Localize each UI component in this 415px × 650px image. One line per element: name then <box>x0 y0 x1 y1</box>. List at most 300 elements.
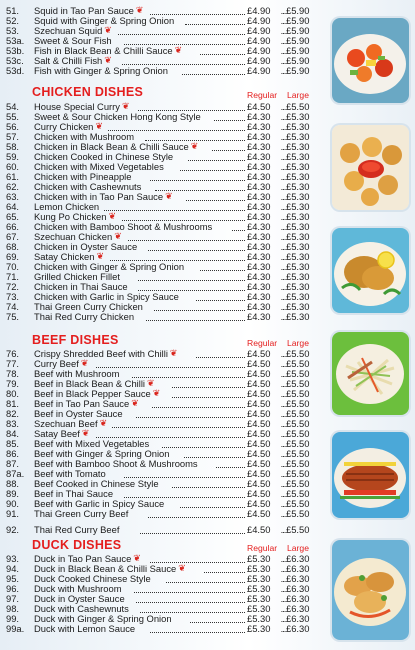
duck-dish-photo-icon <box>332 540 409 640</box>
price-regular: £4.30 <box>247 131 271 142</box>
item-number: 90. <box>6 498 20 509</box>
item-number: 71. <box>6 271 20 282</box>
item-number: 56. <box>6 121 20 132</box>
chilli-pepper-icon: ❦ <box>114 231 122 241</box>
item-number: 79. <box>6 378 20 389</box>
chilli-pepper-icon: ❦ <box>96 251 104 261</box>
chilli-pepper-icon: ❦ <box>95 121 103 131</box>
dot-leader <box>232 221 245 231</box>
price-regular: £4.50 <box>247 428 271 439</box>
price-regular: £4.90 <box>247 25 271 36</box>
price-separator: ... <box>280 15 286 26</box>
dot-leader <box>150 623 245 633</box>
price-large: £5.30 <box>286 111 310 122</box>
item-number: 59. <box>6 151 20 162</box>
price-separator: ... <box>280 121 286 132</box>
item-number: 72. <box>6 281 20 292</box>
dot-leader <box>196 348 245 358</box>
item-name: Beef Cooked in Chinese Style <box>34 478 159 489</box>
dot-leader <box>150 553 245 563</box>
item-name: Satay Chicken <box>34 251 95 262</box>
price-separator: ... <box>280 524 286 535</box>
price-separator: ... <box>280 211 286 222</box>
item-number: 55. <box>6 111 20 122</box>
item-name: Kung Po Chicken <box>34 211 107 222</box>
price-regular: £4.30 <box>247 261 271 272</box>
menu-item <box>0 623 322 634</box>
dot-leader <box>148 241 245 251</box>
price-large: £6.30 <box>286 593 310 604</box>
item-name: Chicken with Ginger & Spring Onion <box>34 261 185 272</box>
price-large: £5.30 <box>286 121 310 132</box>
dot-leader <box>180 498 245 508</box>
price-separator: ... <box>280 553 286 564</box>
price-separator: ... <box>280 388 286 399</box>
column-header-large: Large <box>287 90 309 100</box>
item-number: 57. <box>6 131 20 142</box>
item-name: Chicken Cooked in Chinese Style <box>34 151 174 162</box>
item-number: 58. <box>6 141 20 152</box>
item-number: 73. <box>6 291 20 302</box>
chilli-pepper-icon: ❦ <box>147 378 155 388</box>
price-large: £5.30 <box>286 151 310 162</box>
price-separator: ... <box>280 261 286 272</box>
price-large: £5.30 <box>286 141 310 152</box>
price-regular: £4.30 <box>247 181 271 192</box>
dot-leader <box>136 408 245 418</box>
dot-leader <box>136 593 245 603</box>
price-separator: ... <box>280 478 286 489</box>
price-separator: ... <box>280 311 286 322</box>
dot-leader <box>104 201 245 211</box>
price-regular: £4.30 <box>247 111 271 122</box>
price-regular: £4.30 <box>247 171 271 182</box>
sweet-sour-chicken-photo-icon <box>332 125 409 210</box>
price-large: £5.50 <box>286 428 310 439</box>
column-header-regular: Regular <box>247 90 278 100</box>
price-large: £5.50 <box>286 368 310 379</box>
chilli-pepper-icon: ❦ <box>121 101 130 111</box>
section-heading-duck: DUCK DISHES <box>32 538 122 552</box>
dot-leader <box>138 281 245 291</box>
item-number: 85. <box>6 438 20 449</box>
price-separator: ... <box>280 438 286 449</box>
price-large: £5.50 <box>286 478 310 489</box>
item-number: 63. <box>6 191 20 202</box>
chilli-pepper-icon: ❦ <box>80 358 89 368</box>
price-separator: ... <box>280 448 286 459</box>
price-separator: ... <box>280 191 286 202</box>
chilli-pepper-icon: ❦ <box>104 25 112 35</box>
item-name: Thai Green Curry Chicken <box>34 301 143 312</box>
menu-item <box>0 524 322 535</box>
item-number: 88. <box>6 478 20 489</box>
price-separator: ... <box>280 45 286 56</box>
price-separator: ... <box>280 291 286 302</box>
item-name: Duck in Tao Pan Sauce <box>34 553 132 564</box>
item-number: 70. <box>6 261 20 272</box>
chilli-pepper-icon: ❦ <box>81 428 90 438</box>
price-separator: ... <box>280 498 286 509</box>
chilli-pepper-icon: ❦ <box>165 191 173 201</box>
price-regular: £4.30 <box>247 231 271 242</box>
price-large: £5.50 <box>286 101 310 112</box>
item-name: Szechuan Chicken <box>34 231 113 242</box>
dot-leader <box>155 181 245 191</box>
column-header-large: Large <box>287 338 309 348</box>
price-large: £5.50 <box>286 378 310 389</box>
dot-leader <box>132 368 245 378</box>
dot-leader <box>188 151 245 161</box>
dot-leader <box>172 378 245 388</box>
price-regular: £4.30 <box>247 301 271 312</box>
dot-leader <box>124 488 245 498</box>
price-large: £5.30 <box>286 311 310 322</box>
dot-leader <box>166 573 245 583</box>
price-regular: £4.30 <box>247 291 271 302</box>
dot-leader <box>96 358 245 368</box>
price-regular: £4.90 <box>247 15 271 26</box>
price-large: £5.90 <box>286 5 310 16</box>
item-number: 66. <box>6 221 20 232</box>
price-regular: £4.90 <box>247 5 271 16</box>
item-name: Szechuan Beef <box>34 418 98 429</box>
price-separator: ... <box>280 488 286 499</box>
item-name: Duck with Lemon Sauce <box>34 623 136 634</box>
item-number: 62. <box>6 181 20 192</box>
item-name: Squid in Tao Pan Sauce <box>34 5 134 16</box>
price-regular: £4.30 <box>247 251 271 262</box>
price-large: £6.30 <box>286 603 310 614</box>
dot-leader <box>196 291 245 301</box>
price-large: £5.50 <box>286 508 310 519</box>
price-separator: ... <box>280 5 286 16</box>
price-regular: £5.30 <box>247 573 271 584</box>
price-large: £5.50 <box>286 448 310 459</box>
item-number: 93. <box>6 553 20 564</box>
item-name: Duck with Mushroom <box>34 583 122 594</box>
price-large: £6.30 <box>286 563 310 574</box>
price-large: £5.90 <box>286 55 310 66</box>
item-name: Sweet & Sour Fish <box>34 35 112 46</box>
price-separator: ... <box>280 35 286 46</box>
price-large: £5.30 <box>286 281 310 292</box>
dot-leader <box>180 161 245 171</box>
shredded-beef-photo-icon <box>332 332 409 415</box>
item-name: Thai Green Curry Beef <box>34 508 129 519</box>
item-name: Duck with Cashewnuts <box>34 603 129 614</box>
price-large: £5.50 <box>286 348 310 359</box>
item-name: Thai Red Curry Beef <box>34 524 120 535</box>
chilli-pepper-icon: ❦ <box>108 211 116 221</box>
price-separator: ... <box>280 348 286 359</box>
item-number: 69. <box>6 251 20 262</box>
item-name: Lemon Chicken <box>34 201 100 212</box>
item-number: 65. <box>6 211 20 222</box>
chilli-pepper-icon: ❦ <box>133 553 141 563</box>
item-number: 83. <box>6 418 20 429</box>
price-large: £5.30 <box>286 201 310 212</box>
price-separator: ... <box>280 573 286 584</box>
item-name: Curry Beef <box>34 358 79 369</box>
item-number: 80. <box>6 388 20 399</box>
price-separator: ... <box>280 358 286 369</box>
dot-leader <box>190 613 245 623</box>
item-number: 81. <box>6 398 20 409</box>
item-name: Sweet & Sour Chicken Hong Kong Style <box>34 111 201 122</box>
item-name: Beef in Thai Sauce <box>34 488 114 499</box>
price-large: £6.30 <box>286 583 310 594</box>
price-large: £5.50 <box>286 438 310 449</box>
item-number: 84. <box>6 428 20 439</box>
price-separator: ... <box>280 201 286 212</box>
price-separator: ... <box>280 271 286 282</box>
item-number: 94. <box>6 563 20 574</box>
price-regular: £4.50 <box>247 448 271 459</box>
column-header-large: Large <box>287 543 309 553</box>
price-large: £6.30 <box>286 573 310 584</box>
price-separator: ... <box>280 623 286 634</box>
item-number: 53a. <box>6 35 25 46</box>
price-regular: £4.50 <box>247 408 271 419</box>
dot-leader <box>122 211 245 221</box>
price-separator: ... <box>280 468 286 479</box>
price-regular: £4.50 <box>247 398 271 409</box>
item-name: Chicken with Cashewnuts <box>34 181 142 192</box>
item-number: 92. <box>6 524 20 535</box>
chilli-pepper-icon: ❦ <box>99 418 108 428</box>
item-number: 53. <box>6 25 20 36</box>
dot-leader <box>110 251 245 261</box>
price-large: £6.30 <box>286 623 310 634</box>
item-number: 89. <box>6 488 20 499</box>
price-regular: £4.30 <box>247 191 271 202</box>
item-number: 99a. <box>6 623 25 634</box>
menu-item <box>0 65 322 76</box>
item-name: Beef with Tomato <box>34 468 106 479</box>
price-large: £5.30 <box>286 251 310 262</box>
item-name: Beef with Mixed Vegetables <box>34 438 150 449</box>
dot-leader <box>128 231 245 241</box>
dot-leader <box>172 388 245 398</box>
price-regular: £4.90 <box>247 45 271 56</box>
price-large: £5.90 <box>286 35 310 46</box>
price-separator: ... <box>280 25 286 36</box>
price-separator: ... <box>280 55 286 66</box>
price-regular: £4.90 <box>247 65 271 76</box>
item-name: Fish in Black Bean & Chilli Sauce <box>34 45 173 56</box>
dot-leader <box>152 398 245 408</box>
item-name: Grilled Chicken Fillet <box>34 271 120 282</box>
price-separator: ... <box>280 281 286 292</box>
dot-leader <box>200 45 245 55</box>
price-regular: £4.30 <box>247 281 271 292</box>
price-large: £5.90 <box>286 15 310 26</box>
dot-leader <box>124 35 245 45</box>
price-regular: £5.30 <box>247 593 271 604</box>
price-large: £5.50 <box>286 458 310 469</box>
price-large: £5.30 <box>286 211 310 222</box>
price-large: £5.30 <box>286 191 310 202</box>
price-separator: ... <box>280 368 286 379</box>
price-separator: ... <box>280 398 286 409</box>
price-large: £5.30 <box>286 271 310 282</box>
price-large: £5.50 <box>286 524 310 535</box>
price-regular: £4.50 <box>247 478 271 489</box>
dot-leader <box>124 468 245 478</box>
item-name: Fish with Ginger & Spring Onion <box>34 65 168 76</box>
price-large: £5.50 <box>286 468 310 479</box>
item-name: Chicken with Mixed Vegetables <box>34 161 164 172</box>
item-name: Duck with Ginger & Spring Onion <box>34 613 172 624</box>
dot-leader <box>138 101 245 111</box>
item-name: Duck in Black Bean & Chilli Sauce <box>34 563 177 574</box>
item-number: 91. <box>6 508 20 519</box>
price-large: £5.30 <box>286 291 310 302</box>
price-large: £5.90 <box>286 45 310 56</box>
item-number: 96. <box>6 583 20 594</box>
price-regular: £5.30 <box>247 563 271 574</box>
dot-leader <box>112 418 245 428</box>
chilli-pepper-icon: ❦ <box>174 45 183 55</box>
item-number: 75. <box>6 311 20 322</box>
item-number: 61. <box>6 171 20 182</box>
price-large: £6.30 <box>286 553 310 564</box>
price-large: £5.30 <box>286 181 310 192</box>
price-regular: £4.50 <box>247 388 271 399</box>
dot-leader <box>140 603 245 613</box>
price-large: £5.50 <box>286 408 310 419</box>
dot-leader <box>186 191 245 201</box>
price-large: £5.50 <box>286 418 310 429</box>
dot-leader <box>200 261 245 271</box>
item-number: 53c. <box>6 55 24 66</box>
price-separator: ... <box>280 508 286 519</box>
price-large: £5.50 <box>286 388 310 399</box>
item-number: 52. <box>6 15 20 26</box>
item-number: 53d. <box>6 65 25 76</box>
price-separator: ... <box>280 418 286 429</box>
price-separator: ... <box>280 101 286 112</box>
price-regular: £4.50 <box>247 438 271 449</box>
item-name: Chicken with Mushroom <box>34 131 135 142</box>
item-name: Thai Red Curry Chicken <box>34 311 135 322</box>
price-regular: £4.30 <box>247 211 271 222</box>
item-name: Squid with Ginger & Spring Onion <box>34 15 175 26</box>
price-separator: ... <box>280 458 286 469</box>
dot-leader <box>138 271 245 281</box>
item-number: 87. <box>6 458 20 469</box>
item-name: Beef in Tao Pan Sauce <box>34 398 130 409</box>
price-regular: £4.50 <box>247 488 271 499</box>
price-separator: ... <box>280 131 286 142</box>
chilli-pepper-icon: ❦ <box>152 388 161 398</box>
price-regular: £4.50 <box>247 498 271 509</box>
price-large: £5.30 <box>286 221 310 232</box>
dot-leader <box>122 55 245 65</box>
dot-leader <box>185 15 245 25</box>
price-large: £5.90 <box>286 25 310 36</box>
dot-leader <box>184 448 245 458</box>
price-regular: £4.50 <box>247 458 271 469</box>
chilli-pepper-icon: ❦ <box>178 563 186 573</box>
item-number: 78. <box>6 368 20 379</box>
price-regular: £4.50 <box>247 358 271 369</box>
price-large: £5.50 <box>286 488 310 499</box>
price-regular: £4.50 <box>247 368 271 379</box>
price-regular: £5.30 <box>247 613 271 624</box>
price-large: £5.30 <box>286 231 310 242</box>
price-separator: ... <box>280 151 286 162</box>
item-name: Beef with Mushroom <box>34 368 120 379</box>
item-number: 77. <box>6 358 20 369</box>
price-regular: £5.30 <box>247 583 271 594</box>
item-number: 74. <box>6 301 20 312</box>
price-large: £5.90 <box>286 65 310 76</box>
price-regular: £4.30 <box>247 311 271 322</box>
item-number: 99. <box>6 613 20 624</box>
price-regular: £4.90 <box>247 55 271 66</box>
dot-leader <box>182 65 245 75</box>
price-regular: £5.30 <box>247 623 271 634</box>
price-regular: £4.50 <box>247 524 271 535</box>
chilli-pepper-icon: ❦ <box>190 141 199 151</box>
price-separator: ... <box>280 141 286 152</box>
price-regular: £4.50 <box>247 378 271 389</box>
section-heading-chicken: CHICKEN DISHES <box>32 85 144 99</box>
item-name: House Special Curry <box>34 101 120 112</box>
dot-leader <box>146 311 245 321</box>
price-separator: ... <box>280 563 286 574</box>
dot-leader <box>134 583 245 593</box>
item-number: 76. <box>6 348 20 359</box>
price-regular: £4.30 <box>247 221 271 232</box>
price-separator: ... <box>280 603 286 614</box>
dot-leader <box>214 111 245 121</box>
price-separator: ... <box>280 171 286 182</box>
section-heading-beef: BEEF DISHES <box>32 333 119 347</box>
item-number: 51. <box>6 5 20 16</box>
dot-leader <box>212 141 245 151</box>
price-regular: £4.50 <box>247 348 271 359</box>
price-separator: ... <box>280 65 286 76</box>
chilli-pepper-icon: ❦ <box>169 348 178 358</box>
price-large: £5.30 <box>286 161 310 172</box>
dot-leader <box>150 171 245 181</box>
price-regular: £4.50 <box>247 101 271 112</box>
item-number: 95. <box>6 573 20 584</box>
item-number: 97. <box>6 593 20 604</box>
price-regular: £4.30 <box>247 241 271 252</box>
menu-item <box>0 311 322 322</box>
dot-leader <box>140 524 245 534</box>
price-large: £5.30 <box>286 241 310 252</box>
item-name: Chicken in Black Bean & Chilli Sauce <box>34 141 189 152</box>
dot-leader <box>96 428 245 438</box>
item-name: Crispy Shredded Beef with Chilli <box>34 348 168 359</box>
chilli-pepper-icon: ❦ <box>131 398 139 408</box>
item-number: 86. <box>6 448 20 459</box>
price-regular: £5.30 <box>247 603 271 614</box>
dot-leader <box>204 563 245 573</box>
dot-leader <box>145 131 245 141</box>
item-name: Beef with Garlic in Spicy Sauce <box>34 498 165 509</box>
price-separator: ... <box>280 583 286 594</box>
price-large: £6.30 <box>286 613 310 624</box>
price-separator: ... <box>280 111 286 122</box>
dot-leader <box>148 508 245 518</box>
dot-leader <box>108 121 245 131</box>
